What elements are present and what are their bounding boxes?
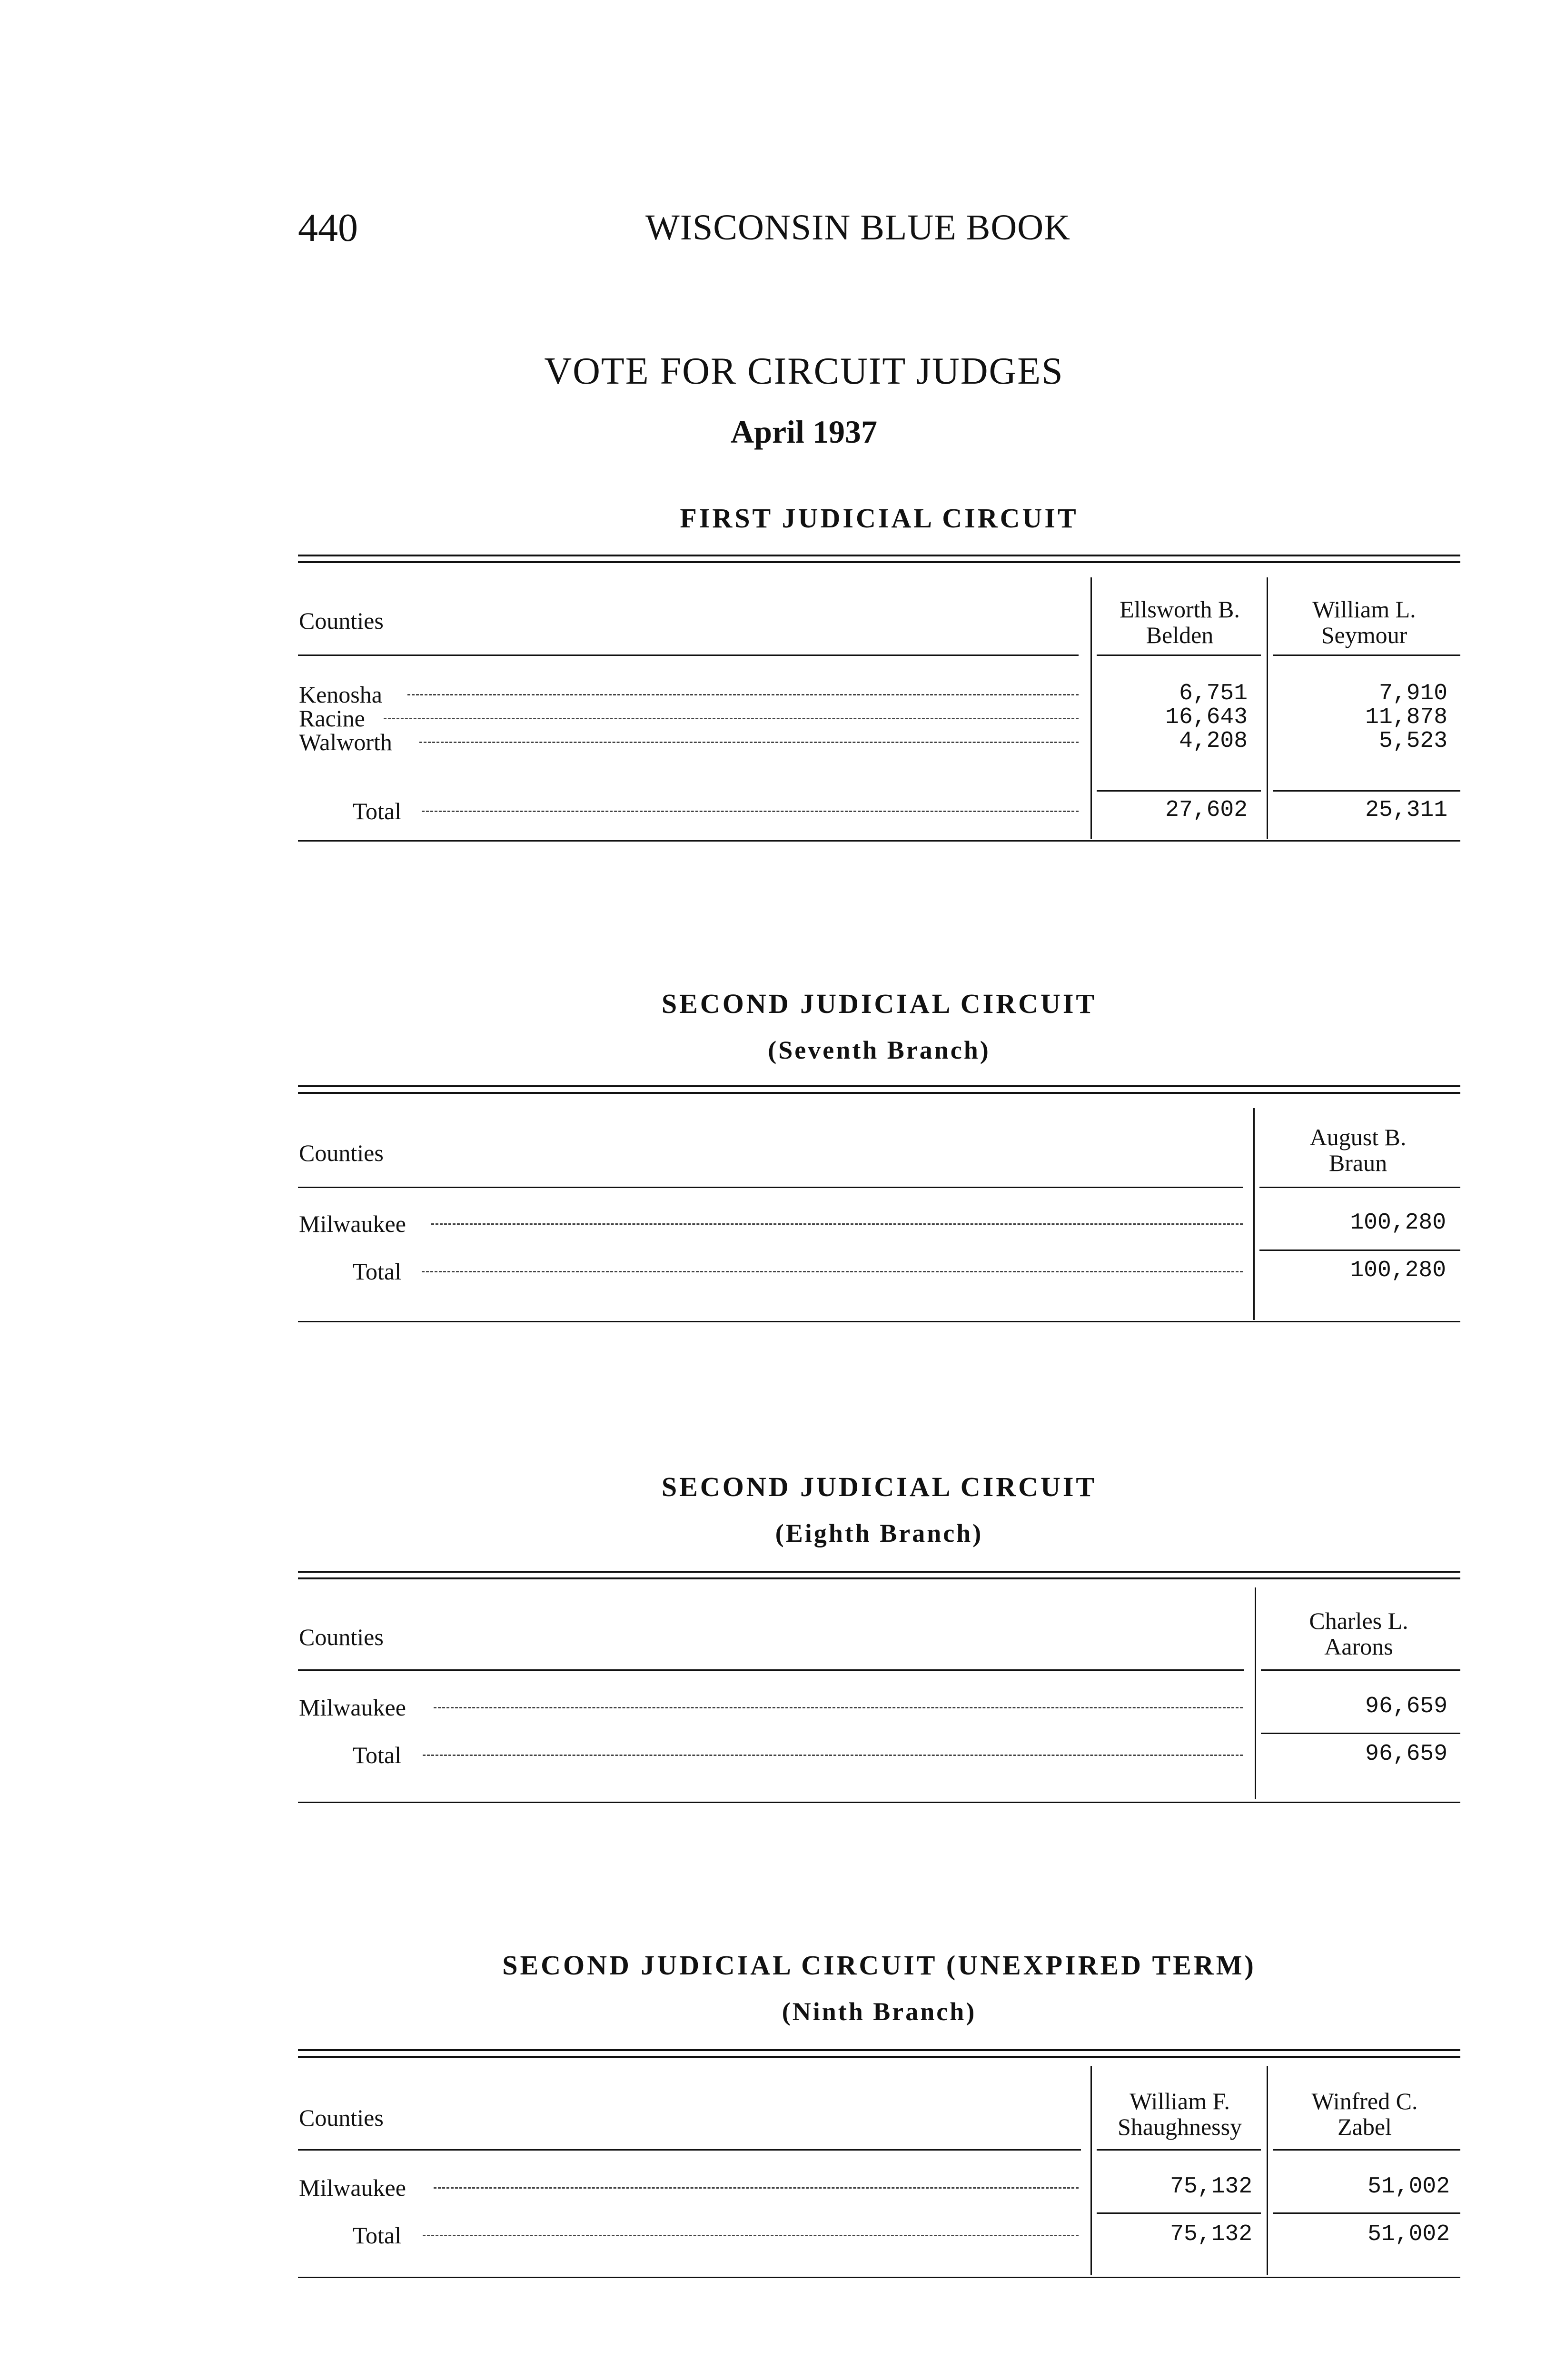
leader-dots [434, 2187, 1079, 2189]
section-title: FIRST JUDICIAL CIRCUIT [680, 503, 1079, 534]
total-row [298, 2221, 1460, 2248]
candidate-header [1269, 2088, 1460, 2140]
table-top-rule [298, 1092, 1460, 1094]
section-subtitle: (Ninth Branch) [782, 1997, 977, 2026]
vote-count: 100,280 [1350, 1210, 1446, 1236]
page-header [298, 205, 1460, 257]
total-rule [1097, 2212, 1261, 2214]
total-rule [1097, 790, 1261, 792]
vote-total: 25,311 [1365, 797, 1447, 823]
header-rule [1259, 1187, 1460, 1188]
county-name: Racine [299, 705, 365, 732]
table-row [298, 704, 1460, 731]
table-top-rule [298, 555, 1460, 556]
header-rule [1273, 2149, 1460, 2151]
candidate-name-line: Belden [1146, 622, 1214, 648]
candidate-name-line: Zabel [1338, 2113, 1392, 2140]
page-subtitle: April 1937 [731, 414, 877, 450]
vote-count: 51,002 [1368, 2174, 1450, 2200]
section-title: SECOND JUDICIAL CIRCUIT [661, 988, 1097, 1019]
vote-count: 4,208 [1179, 728, 1248, 754]
header-rule [298, 1187, 1243, 1188]
total-label: Total [353, 2222, 402, 2249]
table-top-rule [298, 1577, 1460, 1579]
results-table-first-circuit [298, 555, 1460, 845]
table-row [298, 2174, 1460, 2201]
vote-count: 75,132 [1170, 2174, 1252, 2200]
total-row [298, 1258, 1460, 1284]
page-number: 440 [298, 206, 358, 250]
header-rule [1273, 654, 1460, 656]
county-name: Milwaukee [299, 2174, 406, 2201]
counties-header: Counties [299, 1624, 384, 1650]
table-top-rule [298, 2049, 1460, 2051]
counties-header: Counties [299, 607, 384, 634]
table-row [298, 681, 1460, 707]
leader-dots [407, 694, 1079, 695]
candidate-name-line: Seymour [1321, 622, 1407, 648]
counties-header: Counties [299, 1140, 384, 1166]
candidate-header [1269, 596, 1459, 648]
page-title: VOTE FOR CIRCUIT JUDGES [544, 350, 1064, 392]
table-top-rule [298, 1085, 1460, 1087]
leader-dots [422, 811, 1079, 812]
candidate-header [1256, 1124, 1460, 1176]
candidate-header [1093, 2088, 1267, 2140]
leader-dots [422, 1271, 1243, 1272]
header-rule [298, 2149, 1081, 2151]
candidate-header [1093, 596, 1267, 648]
header-rule [298, 654, 1079, 656]
table-row [298, 1210, 1460, 1237]
header-rule [1261, 1669, 1460, 1671]
candidate-header [1257, 1608, 1460, 1659]
leader-dots [423, 2235, 1079, 2236]
vote-total: 96,659 [1365, 1741, 1447, 1767]
total-row [298, 1741, 1460, 1768]
candidate-name-line: William L. [1312, 596, 1416, 623]
leader-dots [431, 1223, 1243, 1225]
total-label: Total [353, 798, 402, 824]
leader-dots [423, 1755, 1243, 1756]
counties-header: Counties [299, 2104, 384, 2131]
results-table-eighth-branch [298, 1571, 1460, 1809]
vote-total: 75,132 [1170, 2221, 1252, 2247]
section-title: SECOND JUDICIAL CIRCUIT (UNEXPIRED TERM) [502, 1950, 1256, 1981]
vote-total: 100,280 [1350, 1258, 1446, 1283]
candidate-name-line: Braun [1328, 1150, 1387, 1176]
table-row [298, 1694, 1460, 1720]
book-title: WISCONSIN BLUE BOOK [645, 208, 1070, 248]
results-table-seventh-branch [298, 1085, 1460, 1323]
candidate-name-line: Winfred C. [1311, 2088, 1418, 2114]
header-rule [1097, 2149, 1261, 2151]
table-row [298, 728, 1460, 755]
vote-count: 7,910 [1378, 681, 1447, 706]
table-bottom-rule [298, 1321, 1460, 1322]
section-subtitle: (Seventh Branch) [768, 1036, 991, 1064]
total-label: Total [353, 1258, 402, 1285]
total-rule [1261, 1733, 1460, 1734]
candidate-name-line: Ellsworth B. [1120, 596, 1240, 623]
table-bottom-rule [298, 2277, 1460, 2278]
county-name: Milwaukee [299, 1210, 406, 1237]
table-top-rule [298, 561, 1460, 563]
total-row [298, 797, 1460, 824]
vote-total: 51,002 [1368, 2221, 1450, 2247]
leader-dots [419, 742, 1079, 743]
candidate-name-line: Shaughnessy [1117, 2113, 1242, 2140]
vote-count: 11,878 [1365, 704, 1447, 730]
total-rule [1273, 2212, 1460, 2214]
leader-dots [384, 718, 1079, 719]
table-bottom-rule [298, 1802, 1460, 1803]
total-label: Total [353, 1742, 402, 1768]
table-top-rule [298, 1571, 1460, 1573]
header-rule [298, 1669, 1244, 1671]
leader-dots [434, 1707, 1243, 1708]
table-bottom-rule [298, 840, 1460, 842]
county-name: Milwaukee [299, 1694, 406, 1721]
vote-count: 96,659 [1365, 1694, 1447, 1719]
vote-count: 16,643 [1165, 704, 1248, 730]
section-subtitle: (Eighth Branch) [775, 1519, 983, 1547]
vote-total: 27,602 [1165, 797, 1248, 823]
candidate-name-line: William F. [1130, 2088, 1230, 2114]
candidate-name-line: Charles L. [1309, 1607, 1408, 1634]
county-name: Walworth [299, 729, 392, 755]
results-table-ninth-branch [298, 2049, 1460, 2297]
total-rule [1273, 790, 1460, 792]
total-rule [1259, 1250, 1460, 1251]
candidate-name-line: August B. [1309, 1124, 1407, 1150]
table-top-rule [298, 2056, 1460, 2058]
header-rule [1097, 654, 1261, 656]
candidate-name-line: Aarons [1324, 1633, 1393, 1660]
vote-count: 5,523 [1378, 728, 1447, 754]
county-name: Kenosha [299, 681, 382, 708]
vote-count: 6,751 [1179, 681, 1248, 706]
section-title: SECOND JUDICIAL CIRCUIT [661, 1471, 1097, 1502]
